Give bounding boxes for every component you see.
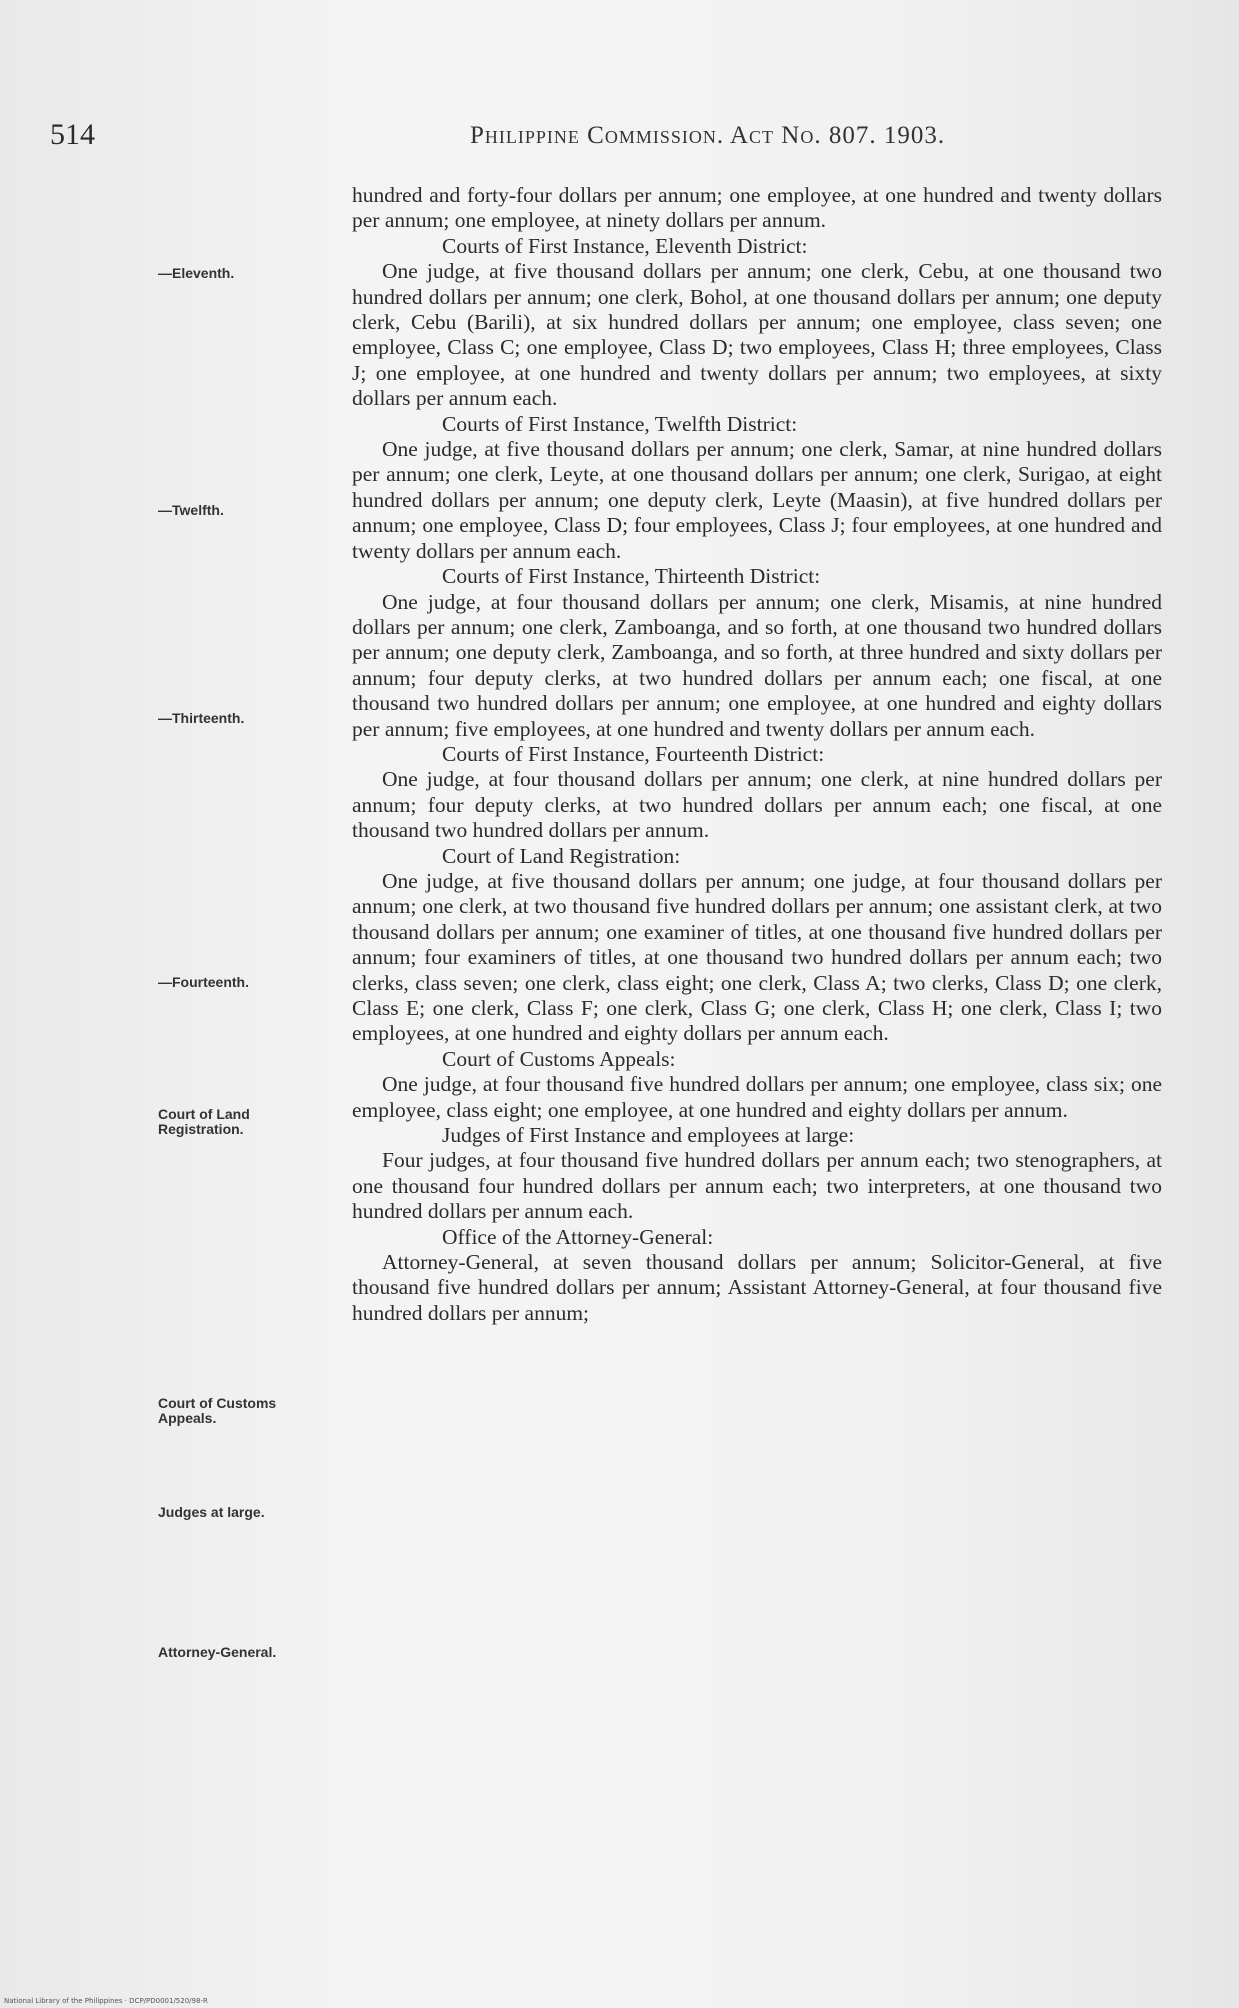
section-paragraph: Attorney-General, at seven thousand dollars per annum; Solicitor-General, at five thousand five hundred dollars per annum; Assistant Attorney-General, at four thousand five hundred dollars per annum; bbox=[352, 1250, 1162, 1325]
section-paragraph: One judge, at five thousand dollars per annum; one clerk, Cebu, at one thousand two hundred dollars per annum; one clerk, Bohol, at one thousand dollars per annum; one deputy clerk, Cebu (Barili), at six hundred dollars per annum; one employee, class seven; one employee, Class C; one employee, Class D; two employees, Class H; three employees, Class J; one employee, at one hundred and twenty dollars per annum; two employees, at sixty dollars per annum each. bbox=[352, 259, 1162, 411]
section-paragraph: One judge, at four thousand dollars per annum; one clerk, Misamis, at nine hundred dollars per annum; one clerk, Zamboanga, and so forth, at one thousand two hundred dollars per annum; one deputy clerk, Zamboanga, and so forth, at three hundred and sixty dollars per annum; four deputy clerks, at two hundred dollars per annum each; one fiscal, at one thousand two hundred dollars per annum; one employee, at one hundred and eighty dollars per annum; five employees, at one hundred and twenty dollars per annum each. bbox=[352, 589, 1162, 741]
section-heading: Courts of First Instance, Twelfth District: bbox=[442, 411, 798, 436]
margin-note-twelfth: —Twelfth. bbox=[158, 502, 224, 518]
margin-note-customs-appeals: Court of Customs Appeals. bbox=[158, 1395, 277, 1426]
section-paragraph: One judge, at five thousand dollars per annum; one clerk, Samar, at nine hundred dollars per annum; one clerk, Leyte, at one thousand dollars per annum; one clerk, Surigao, at eight hundred dollars per annum; one deputy clerk, Leyte (Maasin), at five hundred dollars per annum; one employee, Class D; four employees, Class J; four employees, at one hundred and twenty dollars per annum each. bbox=[352, 437, 1162, 563]
section-paragraph: One judge, at five thousand dollars per annum; one judge, at four thousand dollars per annum; one clerk, at two thousand five hundred dollars per annum; one assistant clerk, at two thousand dollars per annum; one examiner of titles, at one thousand five hundred dollars per annum; four examiners of titles, at one thousand two hundred dollars per annum each; two clerks, class seven; one clerk, class eight; one clerk, Class A; two clerks, Class D; one clerk, Class E; one clerk, Class F; one clerk, Class G; one clerk, Class H; one clerk, Class I; two employees, at one hundred and eighty dollars per annum each. bbox=[352, 868, 1162, 1046]
section-heading: Court of Customs Appeals: bbox=[442, 1046, 676, 1071]
margin-note-fourteenth: —Fourteenth. bbox=[158, 974, 249, 990]
section-heading: Court of Land Registration: bbox=[442, 843, 681, 868]
scan-footer: National Library of the Philippines · DCP/PD0001/520/98-R bbox=[4, 1997, 208, 2005]
section-heading: Courts of First Instance, Thirteenth District: bbox=[442, 564, 821, 589]
section-heading: Courts of First Instance, Eleventh District: bbox=[442, 233, 808, 258]
section-paragraph: Four judges, at four thousand five hundred dollars per annum each; two stenographers, at one thousand four hundred dollars per annum each; two interpreters, at one thousand two hundred dollars per annum each. bbox=[352, 1148, 1162, 1224]
continued-paragraph: hundred and forty-four dollars per annum; one employee, at one hundred and twenty dollars per annum; one employee, at ninety dollars per annum. bbox=[352, 183, 1162, 233]
margin-note-attorney-general: Attorney-General. bbox=[158, 1644, 277, 1660]
body-text bbox=[352, 183, 1162, 1326]
margin-note-thirteenth: —Thirteenth. bbox=[158, 710, 245, 726]
section-heading: Office of the Attorney-General: bbox=[442, 1224, 714, 1249]
margin-note-land-registration: Court of Land Registration. bbox=[158, 1106, 250, 1137]
section-paragraph: One judge, at four thousand five hundred dollars per annum; one employee, class six; one employee, class eight; one employee, at one hundred and eighty dollars per annum. bbox=[352, 1072, 1162, 1122]
section-paragraph: One judge, at four thousand dollars per annum; one clerk, at nine hundred dollars per annum; four deputy clerks, at two hundred dollars per annum each; one fiscal, at one thousand two hundred dollars per annum. bbox=[352, 767, 1162, 843]
margin-note-judges-at-large: Judges at large. bbox=[158, 1504, 265, 1520]
margin-note-eleventh: —Eleventh. bbox=[158, 265, 235, 281]
section-heading: Judges of First Instance and employees at large: bbox=[442, 1123, 855, 1148]
page-header bbox=[50, 118, 1050, 158]
page-number: 514 bbox=[50, 118, 95, 151]
section-heading: Courts of First Instance, Fourteenth District: bbox=[442, 741, 825, 766]
running-head: Philippine Commission. Act No. 807. 1903. bbox=[470, 122, 946, 149]
